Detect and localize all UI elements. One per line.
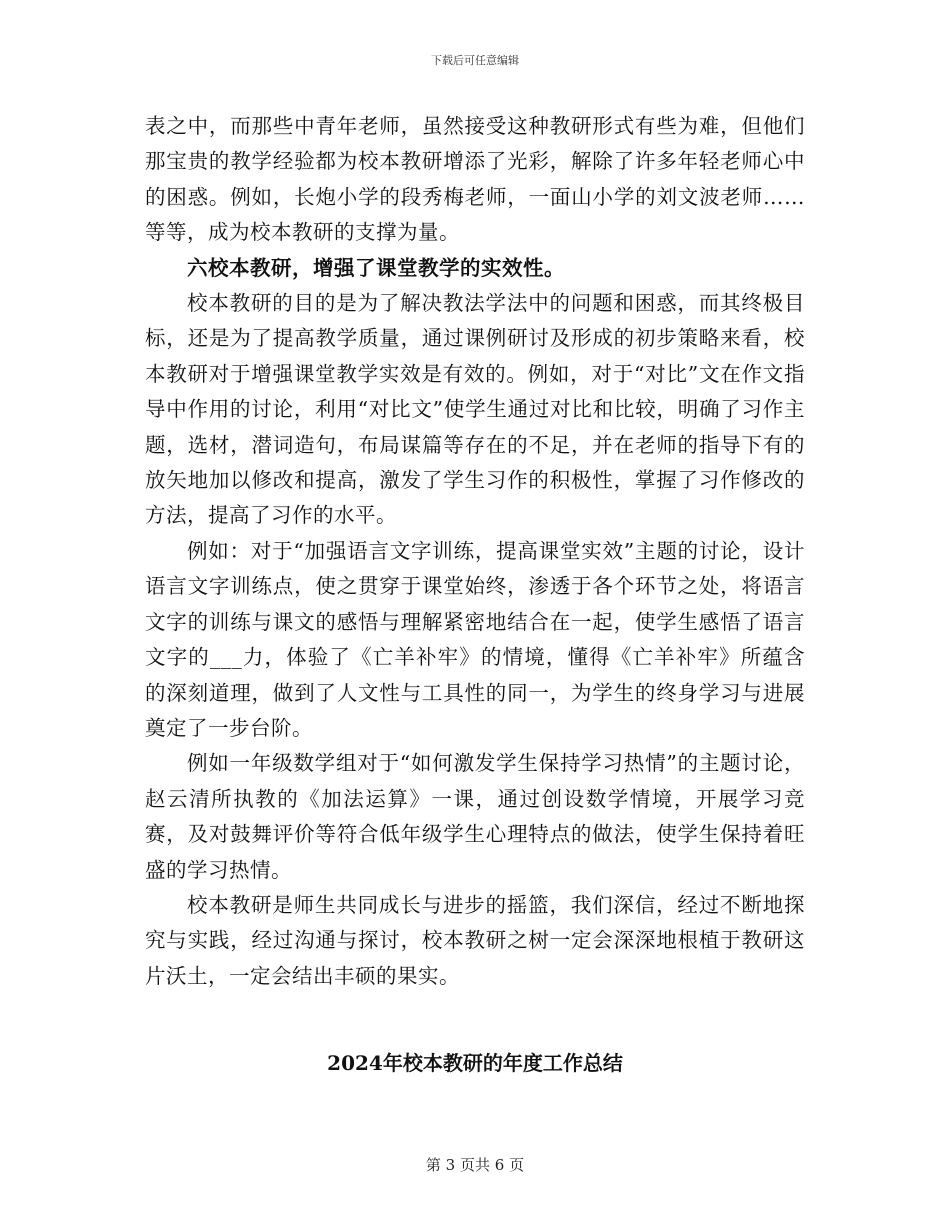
paragraph: 校本教研的目的是为了解决教法学法中的问题和困惑，而其终极目标，还是为了提高教学质量，通过课例研讨及形成的初步策略来看，校本教研对于增强课堂教学实效是有效的。例如，对于“对比”文在作文指导中作用的讨论，利用“对比文”使学生通过对比和比较，明确了习作主题，选材，潜词造句，布局谋篇等存在的不足，并在老师的指导下有的放矢地加以修改和提高，激发了学生习作的积极性，掌握了习作修改的方法，提高了习作的水平。 (145, 291, 805, 528)
paragraph: 例如：对于“加强语言文字训练，提高课堂实效”主题的讨论，设计语言文字训练点，使之贯穿于课堂始终，渗透于各个环节之处，将语言文字的训练与课文的感悟与理解紧密地结合在一起，使学生感悟了语言文字的___力，体验了《亡羊补牢》的情境，懂得《亡羊补牢》所蕴含的深刻道理，做到了人文性与工具性的同一，为学生的终身学习与进展奠定了一步台阶。 (145, 538, 805, 740)
document-body (145, 109, 805, 994)
section-heading: 六校本教研，增强了课堂教学的实效性。 (187, 255, 565, 280)
page-number: 第 3 页共 6 页 (425, 1156, 525, 1174)
paragraph: 例如一年级数学组对于“如何激发学生保持学习热情”的主题讨论，赵云清所执教的《加法运算》一课，通过创设数学情境，开展学习竞赛，及对鼓舞评价等符合低年级学生心理特点的做法，使学生保持着旺盛的学习热情。 (145, 751, 805, 882)
paragraph-continuation: 表之中，而那些中青年老师，虽然接受这种教研形式有些为难，但他们那宝贵的教学经验都为校本教研增添了光彩，解除了许多年轻老师心中的困惑。例如，长炮小学的段秀梅老师，一面山小学的刘文波老师……等等，成为校本教研的支撑为量。 (145, 114, 805, 245)
page-header-note: 下载后可任意编辑 (431, 54, 519, 67)
document-title: 2024年校本教研的年度工作总结 (327, 1051, 623, 1075)
paragraph: 校本教研是师生共同成长与进步的摇篮，我们深信，经过不断地探究与实践，经过沟通与探讨，校本教研之树一定会深深地根植于教研这片沃土，一定会结出丰硕的果实。 (145, 892, 805, 988)
